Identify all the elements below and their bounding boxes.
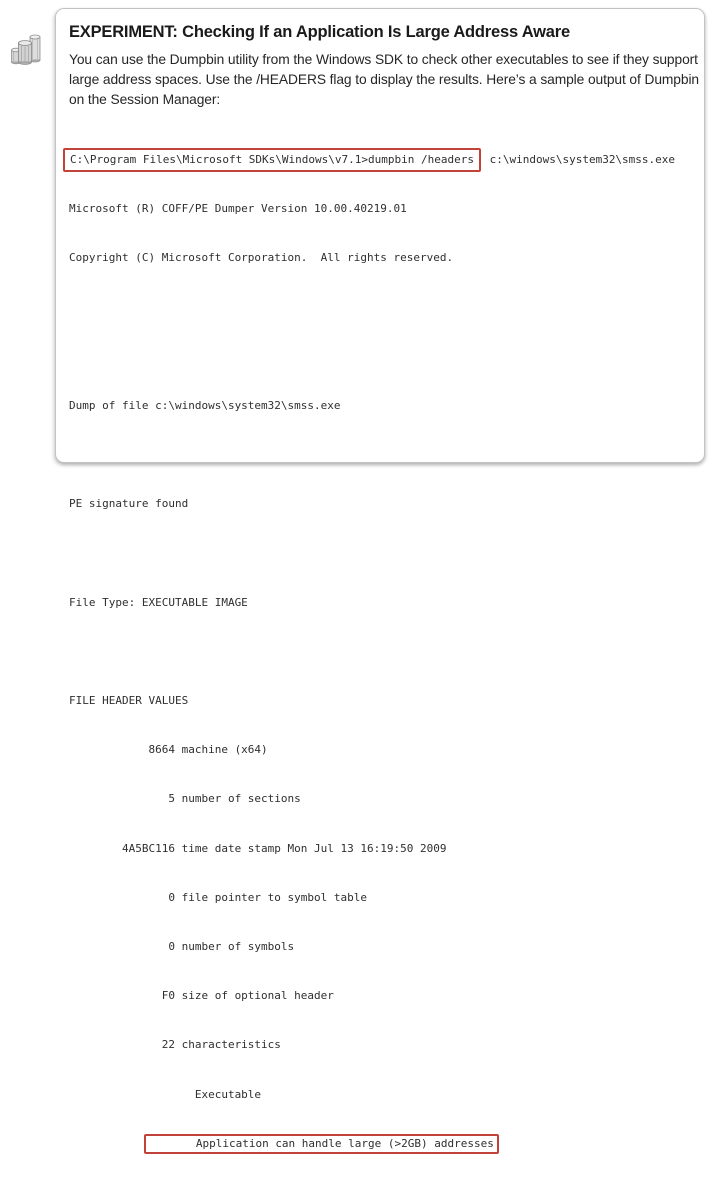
console-line: Microsoft (R) COFF/PE Dumper Version 10.00.40219.01 bbox=[69, 202, 407, 216]
console-line-blank bbox=[69, 447, 694, 463]
console-line: 0 number of symbols bbox=[69, 940, 295, 954]
console-line: Executable bbox=[69, 1087, 262, 1101]
experiment-intro-paragraph: You can use the Dumpbin utility from the Windows SDK to check other executables to see if they support large address spaces. Use the /HEADERS flag to display the results. Here’s a sample output of Dumpbin on the Session Manager: bbox=[69, 52, 699, 107]
console-line: 8664 machine (x64) bbox=[69, 743, 268, 757]
console-line: FILE HEADER VALUES bbox=[69, 694, 189, 708]
console-line: 4A5BC116 time date stamp Mon Jul 13 16:19:50 2009 bbox=[69, 841, 447, 855]
console-line-command bbox=[69, 152, 694, 168]
experiment-title: EXPERIMENT: Checking If an Application Is Large Address Aware bbox=[69, 23, 570, 41]
experiment-lab-icon bbox=[7, 29, 47, 69]
highlight-dumpbin-command-box: C:\Program Files\Microsoft SDKs\Windows\v7.1>dumpbin /headers bbox=[63, 148, 481, 172]
lab-cylinders-glyph bbox=[7, 29, 47, 69]
console-line: F0 size of optional header bbox=[69, 989, 334, 1003]
console-line-blank bbox=[69, 349, 694, 365]
console-output bbox=[69, 119, 694, 1185]
experiment-box bbox=[55, 8, 705, 1150]
console-line-blank bbox=[69, 299, 694, 315]
console-line-large-address bbox=[69, 1136, 694, 1152]
console-line: 5 number of sections bbox=[69, 792, 301, 806]
console-line: 22 characteristics bbox=[69, 1038, 281, 1052]
console-command-argument: c:\windows\system32\smss.exe bbox=[482, 152, 676, 166]
console-line: Copyright (C) Microsoft Corporation. All rights reserved. bbox=[69, 251, 454, 265]
console-line: Dump of file c:\windows\system32\smss.exe bbox=[69, 398, 341, 412]
console-line: File Type: EXECUTABLE IMAGE bbox=[69, 595, 248, 609]
highlight-large-address-box: Application can handle large (>2GB) addresses bbox=[144, 1134, 498, 1154]
console-line-blank bbox=[69, 545, 694, 561]
console-line-blank bbox=[69, 644, 694, 660]
console-line: 0 file pointer to symbol table bbox=[69, 890, 368, 904]
console-line: PE signature found bbox=[69, 497, 189, 511]
console-indent bbox=[69, 1137, 148, 1150]
